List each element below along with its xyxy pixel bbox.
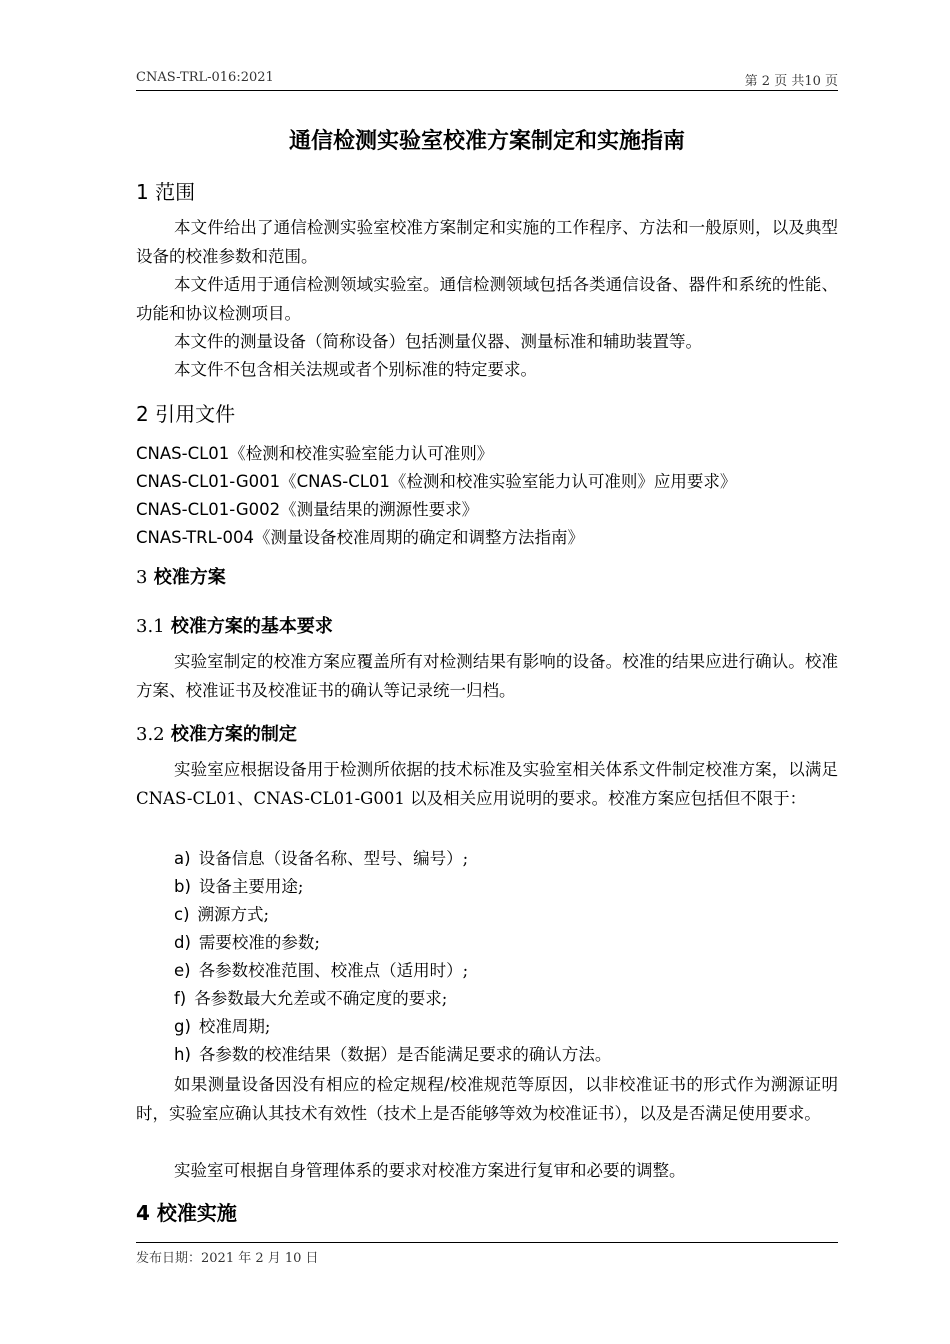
list-marker: f) (174, 989, 187, 1008)
subsection-title: 校准方案的基本要求 (170, 616, 333, 637)
list-marker: d) (174, 933, 191, 952)
list-item (174, 929, 320, 953)
scope-paragraph-2: 本文件适用于通信检测领域实验室。通信检测领域包括各类通信设备、器件和系统的性能、功能和协议检测项目。 (136, 275, 838, 323)
list-item (174, 901, 269, 925)
section-heading-calibration-implementation: 4 校准实施 (136, 1201, 237, 1225)
reference-item: CNAS-CL01《检测和校准实验室能力认可准则》 (136, 444, 494, 463)
list-marker: g) (174, 1017, 191, 1036)
page-footer (136, 1242, 838, 1266)
list-text: 设备主要用途; (198, 877, 304, 896)
list-marker: e) (174, 961, 191, 980)
subsection-number: 3.2 (136, 724, 165, 745)
list-text: 校准周期; (198, 1017, 271, 1036)
list-marker: c) (174, 905, 190, 924)
list-item (174, 1041, 611, 1065)
reference-item: CNAS-CL01-G002《测量结果的溯源性要求》 (136, 500, 479, 519)
publish-date: 发布日期：2021 年 2 月 10 日 (136, 1251, 319, 1266)
doc-code: CNAS-TRL-016:2021 (136, 70, 274, 85)
subsection-heading-plan-formulation (136, 720, 297, 746)
section-heading-references: 2 引用文件 (136, 402, 236, 426)
section-heading-scope: 1 范围 (136, 180, 196, 204)
non-certificate-paragraph: 如果测量设备因没有相应的检定规程/校准规范等原因，以非校准证书的形式作为溯源证明时，实验室应确认其技术有效性（技术上是否能够等效为校准证书），以及是否满足使用要求。 (136, 1075, 838, 1123)
subsection-heading-basic-requirements (136, 612, 333, 638)
section-title: 校准方案 (153, 567, 226, 588)
section-heading-calibration-plan (136, 563, 226, 589)
reference-item: CNAS-TRL-004《测量设备校准周期的确定和调整方法指南》 (136, 528, 584, 547)
scope-paragraph-3: 本文件的测量设备（简称设备）包括测量仪器、测量标准和辅助装置等。 (174, 332, 702, 351)
plan-formulation-paragraph: 实验室应根据设备用于检测所依据的技术标准及实验室相关体系文件制定校准方案，以满足 CNAS-CL01、CNAS-CL01-G001 以及相关应用说明的要求。校准方案应包括但不限于： (136, 760, 838, 808)
document-title: 通信检测实验室校准方案制定和实施指南 (288, 129, 685, 154)
list-text: 各参数最大允差或不确定度的要求; (194, 989, 448, 1008)
list-item (174, 845, 468, 869)
list-item (174, 957, 468, 981)
scope-paragraph-4: 本文件不包含相关法规或者个别标准的特定要求。 (174, 360, 537, 379)
page-number: 第 2 页 共10 页 (744, 74, 838, 89)
reference-item: CNAS-CL01-G001《CNAS-CL01《检测和校准实验室能力认可准则》应用要求》 (136, 472, 737, 491)
page-header (136, 68, 838, 91)
list-marker: h) (174, 1045, 191, 1064)
list-text: 需要校准的参数; (198, 933, 320, 952)
list-text: 设备信息（设备名称、型号、编号）; (198, 849, 469, 868)
list-item (174, 1013, 270, 1037)
list-text: 各参数校准范围、校准点（适用时）; (198, 961, 469, 980)
list-marker: b) (174, 877, 191, 896)
section-number: 3 (136, 567, 148, 588)
list-item (174, 985, 447, 1009)
scope-paragraph-1: 本文件给出了通信检测实验室校准方案制定和实施的工作程序、方法和一般原则，以及典型设备的校准参数和范围。 (136, 218, 838, 266)
list-item (174, 873, 303, 897)
list-text: 溯源方式; (197, 905, 270, 924)
basic-requirements-paragraph: 实验室制定的校准方案应覆盖所有对检测结果有影响的设备。校准的结果应进行确认。校准方案、校准证书及校准证书的确认等记录统一归档。 (136, 652, 838, 700)
subsection-title: 校准方案的制定 (170, 724, 297, 745)
list-text: 各参数的校准结果（数据）是否能满足要求的确认方法。 (198, 1045, 612, 1064)
review-paragraph: 实验室可根据自身管理体系的要求对校准方案进行复审和必要的调整。 (174, 1161, 686, 1180)
list-marker: a) (174, 849, 191, 868)
subsection-number: 3.1 (136, 616, 165, 637)
